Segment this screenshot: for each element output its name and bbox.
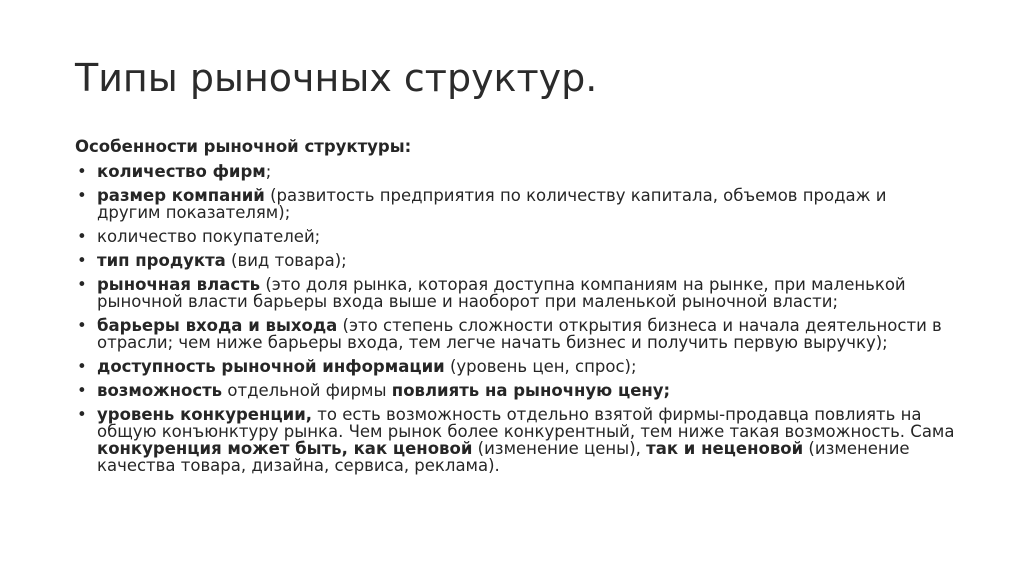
item-text: отдельной фирмы [222, 381, 392, 400]
item-bold-text: возможность [97, 381, 223, 400]
item-bold-text: рыночная власть [97, 275, 261, 294]
list-item-market-power [75, 276, 955, 310]
list-item-buyer-count [75, 228, 955, 245]
bullet-icon: • [77, 275, 87, 294]
item-bold-text: так и неценовой [646, 439, 804, 458]
item-text: (уровень цен, спрос); [444, 357, 637, 376]
item-text: то есть возможность отдельно взятой фирмы-продавца повлиять на общую конъюнктуру рынка. Чем рынок более конкурентный, тем ниже такая возможность. Сама [97, 405, 955, 441]
bullet-icon: • [77, 186, 87, 205]
bullet-icon: • [77, 381, 87, 400]
list-item-firm-count [75, 163, 955, 180]
list-item-entry-barriers [75, 317, 955, 351]
item-bold-text: уровень конкуренции, [97, 405, 313, 424]
item-text: (развитость предприятия по количеству капитала, объемов продаж и другим показателям); [97, 186, 887, 222]
list-item-competition-level [75, 406, 955, 474]
item-bold-text: повлиять на рыночную цену; [391, 381, 671, 400]
item-text: (вид товара); [225, 251, 347, 270]
item-bold-text: количество фирм [97, 162, 266, 181]
item-text: (изменение цены), [472, 439, 647, 458]
list-item-price-influence [75, 382, 955, 399]
item-bold-text: конкуренция может быть, как ценовой [97, 439, 473, 458]
bullet-icon: • [77, 405, 87, 424]
item-bold-text: тип продукта [97, 251, 226, 270]
item-text: (это доля рынка, которая доступна компаниям на рынке, при маленькой рыночной власти барьеры входа выше и наоборот при маленькой рыночной власти; [97, 275, 906, 311]
feature-list [75, 163, 955, 474]
slide-content [75, 138, 955, 481]
item-text: (изменение качества товара, дизайна, сервиса, реклама). [97, 439, 910, 475]
slide-title: Типы рыночных структур. [75, 56, 598, 100]
list-item-market-info [75, 358, 955, 375]
list-item-product-type [75, 252, 955, 269]
list-item-company-size [75, 187, 955, 221]
section-heading: Особенности рыночной структуры: [75, 137, 412, 156]
bullet-icon: • [77, 227, 87, 246]
item-text: (это степень сложности открытия бизнеса и начала деятельности в отрасли; чем ниже барьеры входа, тем легче начать бизнес и получить первую выручку); [97, 316, 942, 352]
item-bold-text: доступность рыночной информации [97, 357, 445, 376]
item-bold-text: барьеры входа и выхода [97, 316, 338, 335]
item-bold-text: размер компаний [97, 186, 265, 205]
bullet-icon: • [77, 162, 87, 181]
item-text: количество покупателей; [97, 227, 321, 246]
bullet-icon: • [77, 316, 87, 335]
item-text: ; [265, 162, 272, 181]
bullet-icon: • [77, 357, 87, 376]
bullet-icon: • [77, 251, 87, 270]
